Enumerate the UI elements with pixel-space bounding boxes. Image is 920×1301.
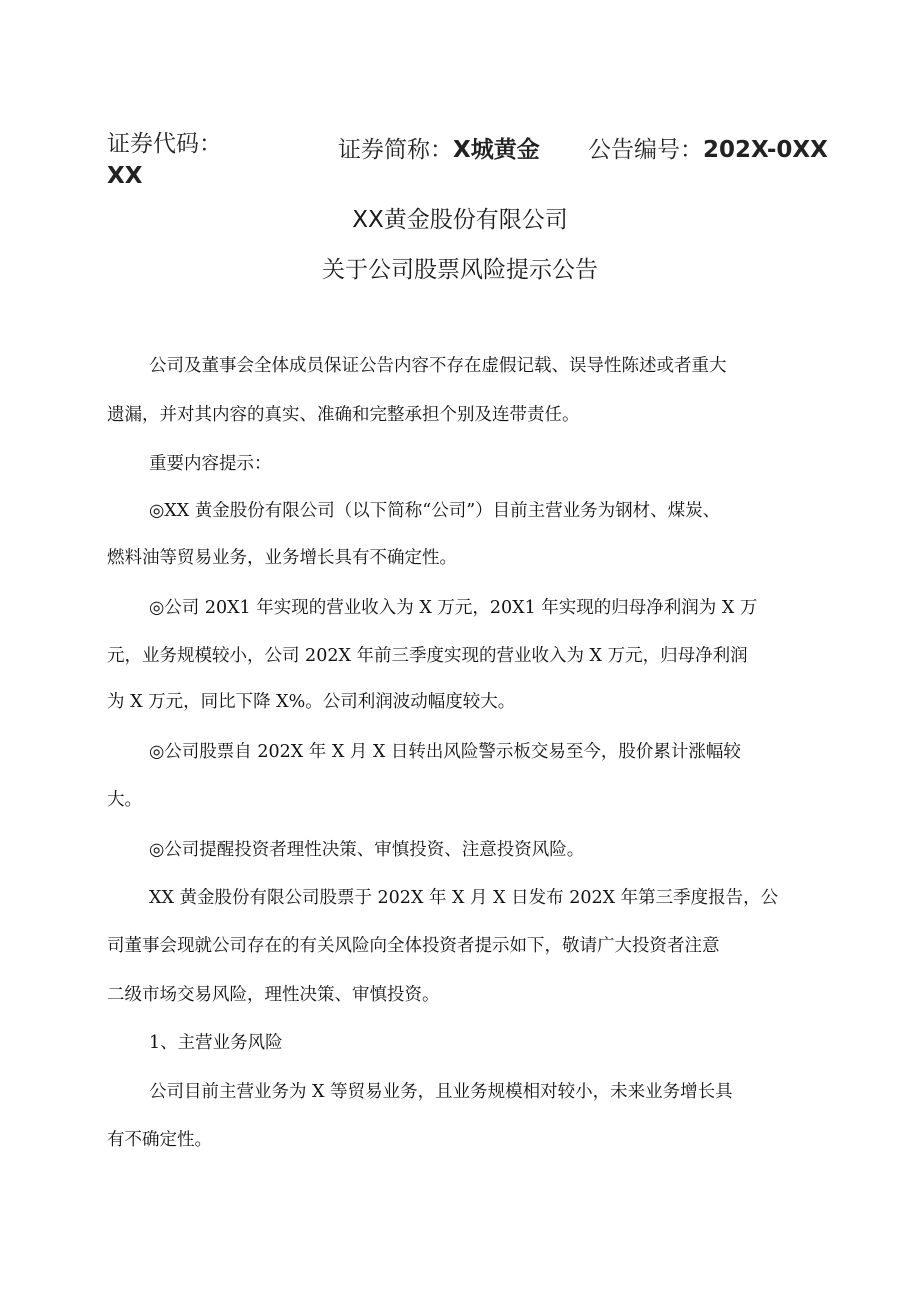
paragraph-line: 有不确定性。	[107, 1130, 212, 1150]
paragraph-line: 为 X 万元，同比下降 X%。公司利润波动幅度较大。	[107, 692, 516, 712]
company-title: XX黄金股份有限公司	[352, 207, 568, 233]
stock-code-value: XX	[107, 163, 143, 189]
paragraph-line: 燃料油等贸易业务，业务增长具有不确定性。	[107, 548, 457, 568]
stock-code-label: 证券代码：	[107, 131, 222, 157]
paragraph-line: 元，业务规模较小，公司 202X 年前三季度实现的营业收入为 X 万元，归母净利润	[107, 646, 748, 666]
section-heading: 1、主营业务风险	[149, 1033, 283, 1053]
paragraph-line: 公司及董事会全体成员保证公告内容不存在虚假记载、误导性陈述或者重大	[149, 356, 727, 376]
paragraph-line: 重要内容提示：	[149, 454, 272, 474]
paragraph-line: ◎公司提醒投资者理性决策、审慎投资、注意投资风险。	[149, 840, 585, 860]
paragraph-line: XX 黄金股份有限公司股票于 202X 年 X 月 X 日发布 202X 年第三季度报告，公	[149, 888, 779, 908]
paragraph-line: ◎XX 黄金股份有限公司（以下简称“公司”）目前主营业务为钢材、煤炭、	[149, 501, 721, 521]
notice-title: 关于公司股票风险提示公告	[322, 257, 598, 283]
paragraph-line: 司董事会现就公司存在的有关风险向全体投资者提示如下，敬请广大投资者注意	[107, 936, 720, 956]
paragraph-line: 大。	[107, 790, 142, 810]
paragraph-line: 公司目前主营业务为 X 等贸易业务，且业务规模相对较小，未来业务增长具	[149, 1082, 733, 1102]
paragraph-line: 二级市场交易风险，理性决策、审慎投资。	[107, 985, 440, 1005]
notice-number: 公告编号：202X-0XX	[588, 137, 828, 163]
paragraph-line: ◎公司股票自 202X 年 X 月 X 日转出风险警示板交易至今，股价累计涨幅较	[149, 742, 741, 762]
paragraph-line: 遗漏，并对其内容的真实、准确和完整承担个别及连带责任。	[107, 405, 580, 425]
stock-short-name: 证券简称：X城黄金	[338, 137, 540, 163]
paragraph-line: ◎公司 20X1 年实现的营业收入为 X 万元，20X1 年实现的归母净利润为 X 万	[149, 598, 758, 618]
